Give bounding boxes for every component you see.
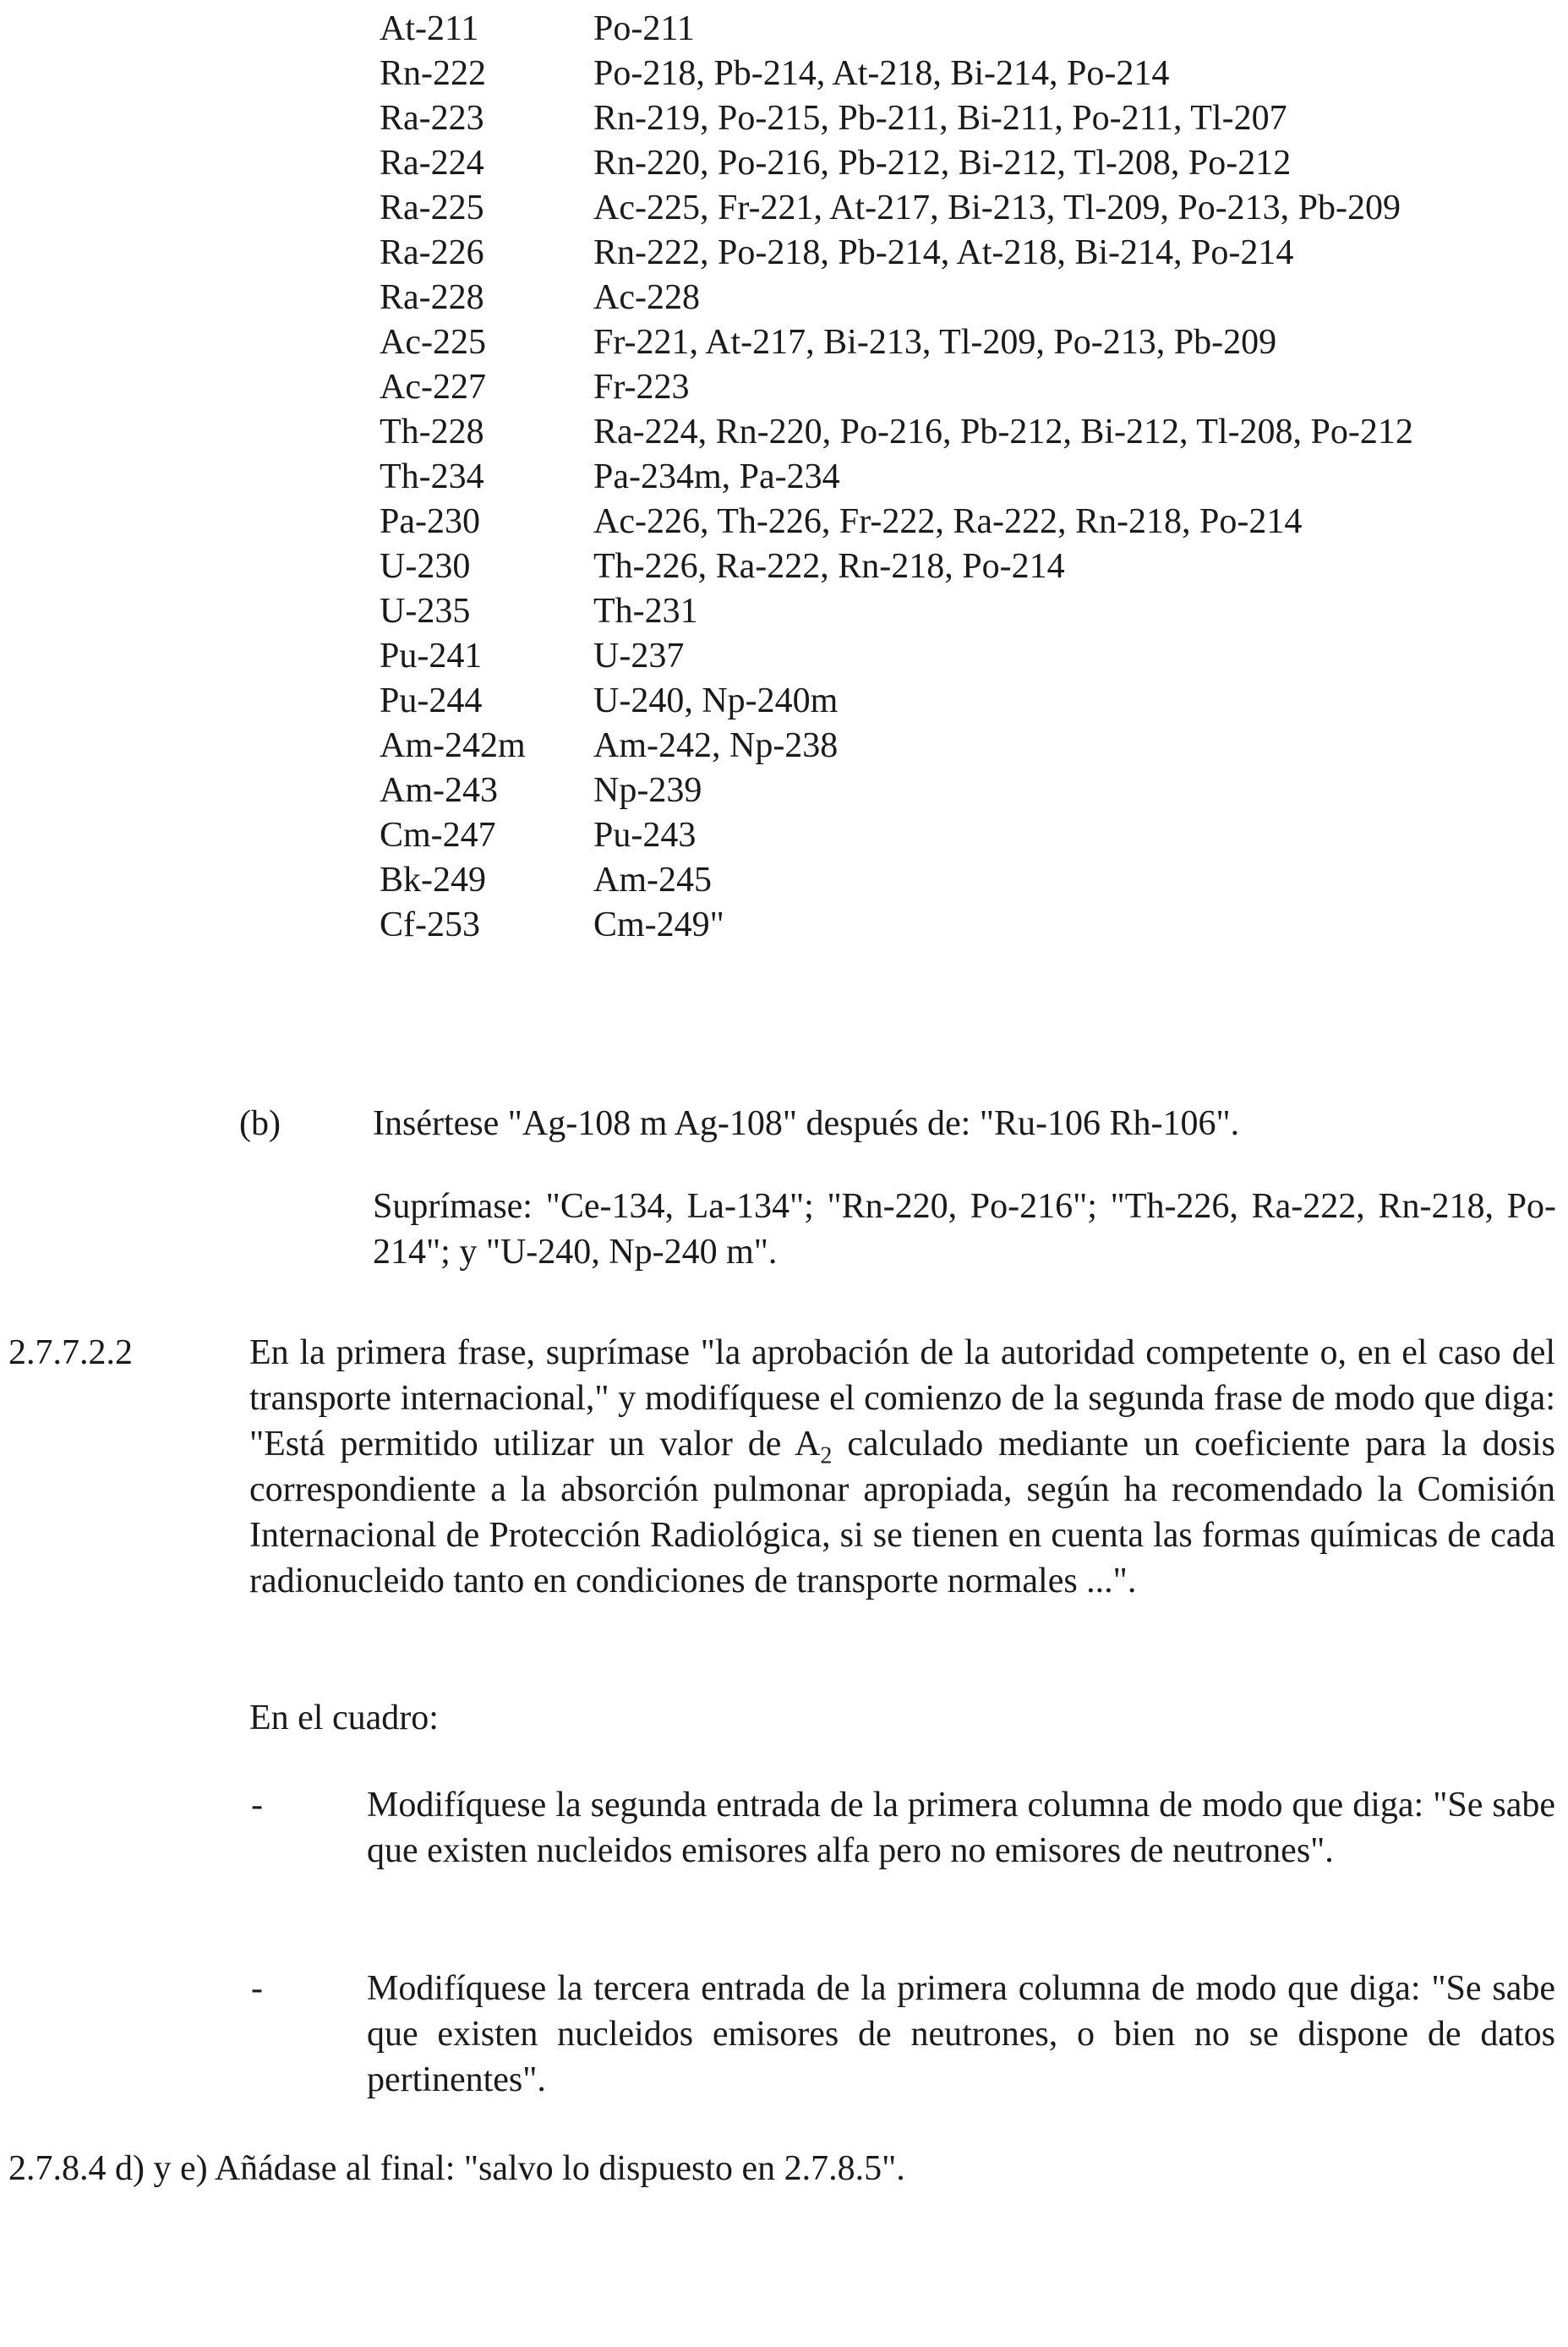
nuclide-row: [380, 724, 1478, 769]
parent-nuclide: Ac-227: [380, 368, 486, 407]
nuclide-row: [380, 589, 1478, 634]
parent-nuclide: Ra-226: [380, 233, 484, 272]
section-2-7-8-4-text: Añádase al final: "salvo lo dispuesto en 2.7.8.5".: [214, 2149, 905, 2188]
section-2-7-8-4: [8, 2146, 1530, 2191]
daughter-nuclides: Ac-228: [593, 278, 700, 317]
parent-nuclide: Th-234: [380, 457, 484, 496]
a2-subscript: 2: [820, 1442, 833, 1469]
nuclide-table: [380, 7, 1478, 948]
section-2-7-7-2-2-text: [249, 1330, 1555, 1604]
section-number-2-7-8-4: 2.7.8.4 d) y e): [8, 2149, 208, 2188]
parent-nuclide: Pu-244: [380, 681, 483, 720]
nuclide-row: [380, 365, 1478, 410]
nuclide-row: [380, 141, 1478, 186]
daughter-nuclides: Rn-219, Po-215, Pb-211, Bi-211, Po-211, Tl-207: [593, 99, 1287, 138]
nuclide-row: [380, 410, 1478, 455]
item-b-insert-text: Insértese "Ag-108 m Ag-108" después de: "Ru-106 Rh-106".: [373, 1104, 1240, 1143]
daughter-nuclides: Am-245: [593, 861, 712, 900]
table-intro: En el cuadro:: [249, 1699, 439, 1737]
nuclide-row: [380, 544, 1478, 589]
section-number-2-7-7-2-2: 2.7.7.2.2: [8, 1333, 133, 1372]
nuclide-row: [380, 320, 1478, 365]
bullet-item: Modifíquese la segunda entrada de la primera columna de modo que diga: "Se sabe que existen nucleidos emisores alfa pero no emisores de neutrones".: [367, 1786, 1555, 1870]
item-b-delete-text: Suprímase: "Ce-134, La-134"; "Rn-220, Po-216"; "Th-226, Ra-222, Rn-218, Po-214"; y "U-240, Np-240 m".: [373, 1187, 1556, 1272]
nuclide-row: [380, 455, 1478, 500]
nuclide-row: [380, 7, 1478, 52]
daughter-nuclides: Fr-221, At-217, Bi-213, Tl-209, Po-213, Pb-209: [593, 323, 1277, 362]
parent-nuclide: Ac-225: [380, 323, 486, 362]
daughter-nuclides: U-240, Np-240m: [593, 681, 839, 720]
nuclide-row: [380, 186, 1478, 231]
bullet-dash: -: [251, 1786, 263, 1825]
parent-nuclide: U-230: [380, 547, 471, 586]
parent-nuclide: U-235: [380, 592, 471, 631]
parent-nuclide: Cf-253: [380, 905, 480, 944]
daughter-nuclides: Po-218, Pb-214, At-218, Bi-214, Po-214: [593, 54, 1170, 93]
nuclide-row: [380, 500, 1478, 544]
daughter-nuclides: Rn-220, Po-216, Pb-212, Bi-212, Tl-208, Po-212: [593, 144, 1292, 183]
bullet-dash: -: [251, 1969, 263, 2008]
parent-nuclide: Pa-230: [380, 502, 480, 541]
daughter-nuclides: Am-242, Np-238: [593, 726, 839, 765]
nuclide-row: [380, 634, 1478, 679]
nuclide-row: [380, 858, 1478, 903]
section-text-part-2: calculado mediante un coeficiente para la dosis correspondiente a la absorción pulmonar apropiada, según ha recomendado la Comisión Internacional de Protección Radiológica, si se tienen en cuenta las formas químicas de cada radionucleido tanto en condiciones de transporte normales ...".: [249, 1425, 1556, 1600]
parent-nuclide: Cm-247: [380, 816, 496, 855]
section-text-part-1: En la primera frase, suprímase "la aprobación de la autoridad competente o, en el caso del transporte internacional," y modifíquese el comienzo de la segunda frase de modo que diga: "Está permitido utilizar un valor de A: [249, 1333, 1555, 1463]
daughter-nuclides: Ac-226, Th-226, Fr-222, Ra-222, Rn-218, Po-214: [593, 502, 1303, 541]
daughter-nuclides: Pu-243: [593, 816, 697, 855]
nuclide-row: [380, 52, 1478, 96]
daughter-nuclides: Fr-223: [593, 368, 690, 407]
parent-nuclide: Pu-241: [380, 637, 483, 676]
daughter-nuclides: Cm-249": [593, 905, 724, 944]
parent-nuclide: Ra-223: [380, 99, 484, 138]
daughter-nuclides: Pa-234m, Pa-234: [593, 457, 840, 496]
parent-nuclide: Ra-224: [380, 144, 484, 183]
parent-nuclide: Ra-225: [380, 189, 484, 227]
nuclide-row: [380, 679, 1478, 724]
nuclide-row: [380, 769, 1478, 813]
parent-nuclide: Bk-249: [380, 861, 486, 900]
daughter-nuclides: Th-231: [593, 592, 698, 631]
nuclide-row: [380, 813, 1478, 858]
daughter-nuclides: Ac-225, Fr-221, At-217, Bi-213, Tl-209, Po-213, Pb-209: [593, 189, 1401, 227]
parent-nuclide: Th-228: [380, 413, 484, 451]
daughter-nuclides: U-237: [593, 637, 685, 676]
parent-nuclide: Ra-228: [380, 278, 484, 317]
daughter-nuclides: Po-211: [593, 9, 695, 48]
parent-nuclide: Rn-222: [380, 54, 486, 93]
nuclide-row: [380, 903, 1478, 948]
daughter-nuclides: Rn-222, Po-218, Pb-214, At-218, Bi-214, Po-214: [593, 233, 1294, 272]
bullet-item: Modifíquese la tercera entrada de la primera columna de modo que diga: "Se sabe que existen nucleidos emisores de neutrones, o bien no se dispone de datos pertinentes".: [367, 1969, 1555, 2099]
nuclide-row: [380, 231, 1478, 276]
daughter-nuclides: Np-239: [593, 771, 702, 810]
nuclide-row: [380, 96, 1478, 141]
nuclide-row: [380, 276, 1478, 320]
parent-nuclide: At-211: [380, 9, 479, 48]
daughter-nuclides: Ra-224, Rn-220, Po-216, Pb-212, Bi-212, Tl-208, Po-212: [593, 413, 1413, 451]
parent-nuclide: Am-242m: [380, 726, 526, 765]
parent-nuclide: Am-243: [380, 771, 498, 810]
item-b-label: (b): [239, 1104, 281, 1143]
daughter-nuclides: Th-226, Ra-222, Rn-218, Po-214: [593, 547, 1065, 586]
